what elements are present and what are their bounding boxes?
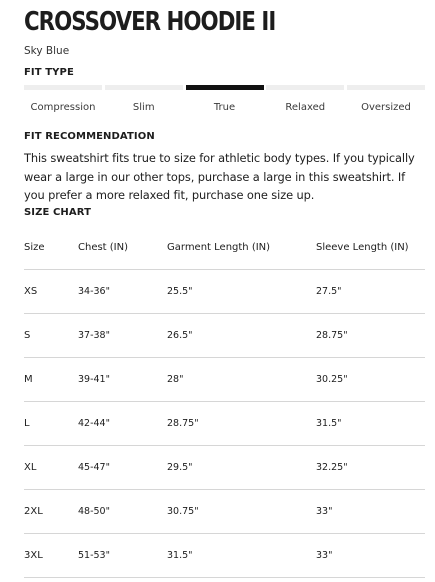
cell-garment-length: 28" xyxy=(167,358,316,402)
cell-size: XS xyxy=(24,270,78,314)
cell-sleeve-length: 30.25" xyxy=(316,358,425,402)
cell-sleeve-length: 33" xyxy=(316,534,425,578)
size-chart-body xyxy=(24,270,425,578)
fit-type-bar xyxy=(186,85,264,90)
cell-chest: 37-38" xyxy=(78,314,167,358)
fit-recommendation-heading: FIT RECOMMENDATION xyxy=(24,131,155,142)
cell-sleeve-length: 27.5" xyxy=(316,270,425,314)
cell-chest: 39-41" xyxy=(78,358,167,402)
fit-type-heading: FIT TYPE xyxy=(24,67,74,78)
cell-size: L xyxy=(24,402,78,446)
cell-size: S xyxy=(24,314,78,358)
cell-chest: 42-44" xyxy=(78,402,167,446)
cell-size: XL xyxy=(24,446,78,490)
cell-size: 2XL xyxy=(24,490,78,534)
header-chest: Chest (IN) xyxy=(78,225,167,270)
fit-type-segment-relaxed xyxy=(266,85,344,115)
size-chart-table xyxy=(24,225,425,578)
fit-type-bar xyxy=(105,85,183,90)
cell-chest: 51-53" xyxy=(78,534,167,578)
fit-type-bar xyxy=(24,85,102,90)
table-row xyxy=(24,446,425,490)
size-chart-header-row xyxy=(24,225,425,270)
fit-type-scale xyxy=(24,85,425,115)
fit-recommendation-text: This sweatshirt fits true to size for athletic body types. If you typically wear a large in our other tops, purchase a large in this sweatshirt. If you prefer a more relaxed fit, purchase one size up. xyxy=(24,151,415,202)
cell-size: 3XL xyxy=(24,534,78,578)
product-title: CROSSOVER HOODIE II xyxy=(24,7,276,37)
table-row xyxy=(24,270,425,314)
header-garment-length: Garment Length (IN) xyxy=(167,225,316,270)
cell-garment-length: 28.75" xyxy=(167,402,316,446)
cell-sleeve-length: 28.75" xyxy=(316,314,425,358)
cell-garment-length: 30.75" xyxy=(167,490,316,534)
fit-type-bar xyxy=(266,85,344,90)
header-size: Size xyxy=(24,225,78,270)
fit-type-label: Oversized xyxy=(361,102,411,113)
fit-type-bar xyxy=(347,85,425,90)
fit-type-segment-compression xyxy=(24,85,102,115)
cell-garment-length: 31.5" xyxy=(167,534,316,578)
fit-type-label: Compression xyxy=(30,102,96,113)
table-row xyxy=(24,314,425,358)
size-chart-heading: SIZE CHART xyxy=(24,207,92,218)
cell-chest: 48-50" xyxy=(78,490,167,534)
cell-garment-length: 25.5" xyxy=(167,270,316,314)
cell-garment-length: 29.5" xyxy=(167,446,316,490)
product-color: Sky Blue xyxy=(24,45,70,57)
cell-size: M xyxy=(24,358,78,402)
fit-type-segment-oversized xyxy=(347,85,425,115)
header-sleeve-length: Sleeve Length (IN) xyxy=(316,225,425,270)
cell-garment-length: 26.5" xyxy=(167,314,316,358)
fit-type-segment-slim xyxy=(105,85,183,115)
cell-chest: 45-47" xyxy=(78,446,167,490)
fit-type-segment-true xyxy=(186,85,264,115)
table-row xyxy=(24,358,425,402)
fit-type-label: Relaxed xyxy=(285,102,326,113)
fit-type-label: True xyxy=(213,102,236,113)
cell-sleeve-length: 31.5" xyxy=(316,402,425,446)
table-row xyxy=(24,534,425,578)
cell-sleeve-length: 32.25" xyxy=(316,446,425,490)
table-row xyxy=(24,402,425,446)
cell-chest: 34-36" xyxy=(78,270,167,314)
fit-type-label: Slim xyxy=(132,102,155,113)
cell-sleeve-length: 33" xyxy=(316,490,425,534)
table-row xyxy=(24,490,425,534)
